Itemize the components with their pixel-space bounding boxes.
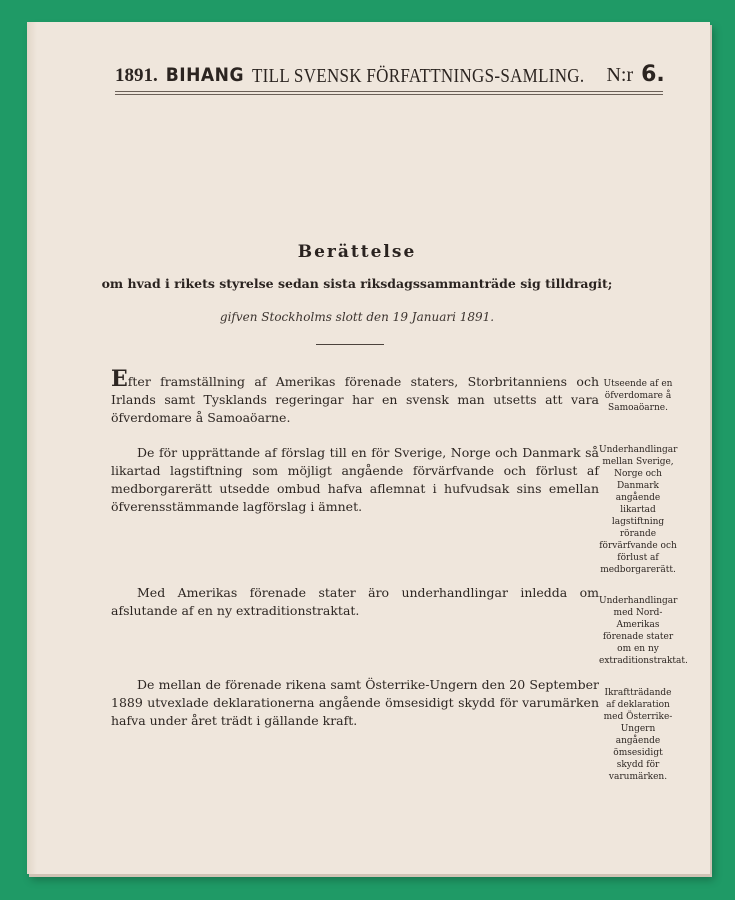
- document-subtitle: om hvad i rikets styrelse sedan sista riksdagssammanträde sig tilldragit;: [101, 276, 613, 291]
- header-bihang: BIHANG: [165, 64, 244, 86]
- header-title: TILL SVENSK FÖRFATTNINGS-SAMLING.: [252, 64, 585, 87]
- header-rule-top: [115, 91, 663, 92]
- document-page: [27, 22, 710, 874]
- document-title: Berättelse: [297, 242, 417, 262]
- title-divider: [316, 344, 384, 345]
- document-date-line: gifven Stockholms slott den 19 Januari 1891.: [219, 310, 495, 324]
- margin-note-samoa: Utseende af en öfverdomare å Samoaöarne.: [603, 379, 673, 413]
- margin-note-trademarks: Ikraftträdande af deklaration med Österrike-Ungern angående ömsesidigt skydd för varumärken.: [603, 688, 673, 782]
- paragraph-citizenship: De för upprättande af förslag till en för Sverige, Norge och Danmark så likartad lagstiftning som möjligt angående förvärfvande och förlust af medborgarerätt utsedde ombud hafva aflemnat i hufvudsak sins emellan öfverensstämmande lagförslag i ämnet.: [111, 445, 599, 514]
- paragraph-trademarks: De mellan de förenade rikena samt Österrike-Ungern den 20 September 1889 utvexlade deklarationerna angående ömsesidigt skydd för varumärken hafva under året trädt i gällande kraft.: [111, 677, 599, 728]
- header-number-label: N:r: [606, 64, 634, 86]
- margin-note-extradition: Underhandlingar med Nord-Amerikas förenade stater om en ny extraditionstraktat.: [599, 596, 688, 666]
- header-rule-bottom: [115, 94, 663, 95]
- header-number: 6.: [641, 62, 665, 87]
- page-header: [115, 62, 665, 87]
- paragraph-samoa: Efter framställning af Amerikas förenade staters, Storbritanniens och Irlands samt Tysklands regeringar har en svensk man utsetts att vara öfverdomare å Samoaöarne.: [111, 366, 599, 425]
- header-year: 1891.: [115, 65, 158, 86]
- paragraph-extradition: Med Amerikas förenade stater äro underhandlingar inledda om afslutande af en ny extraditionstraktat.: [111, 585, 599, 618]
- margin-note-citizenship: Underhandlingar mellan Sverige, Norge och Danmark angående likartad lagstiftning rörande förvärfvande och förlust af medborgarerätt.: [599, 445, 678, 575]
